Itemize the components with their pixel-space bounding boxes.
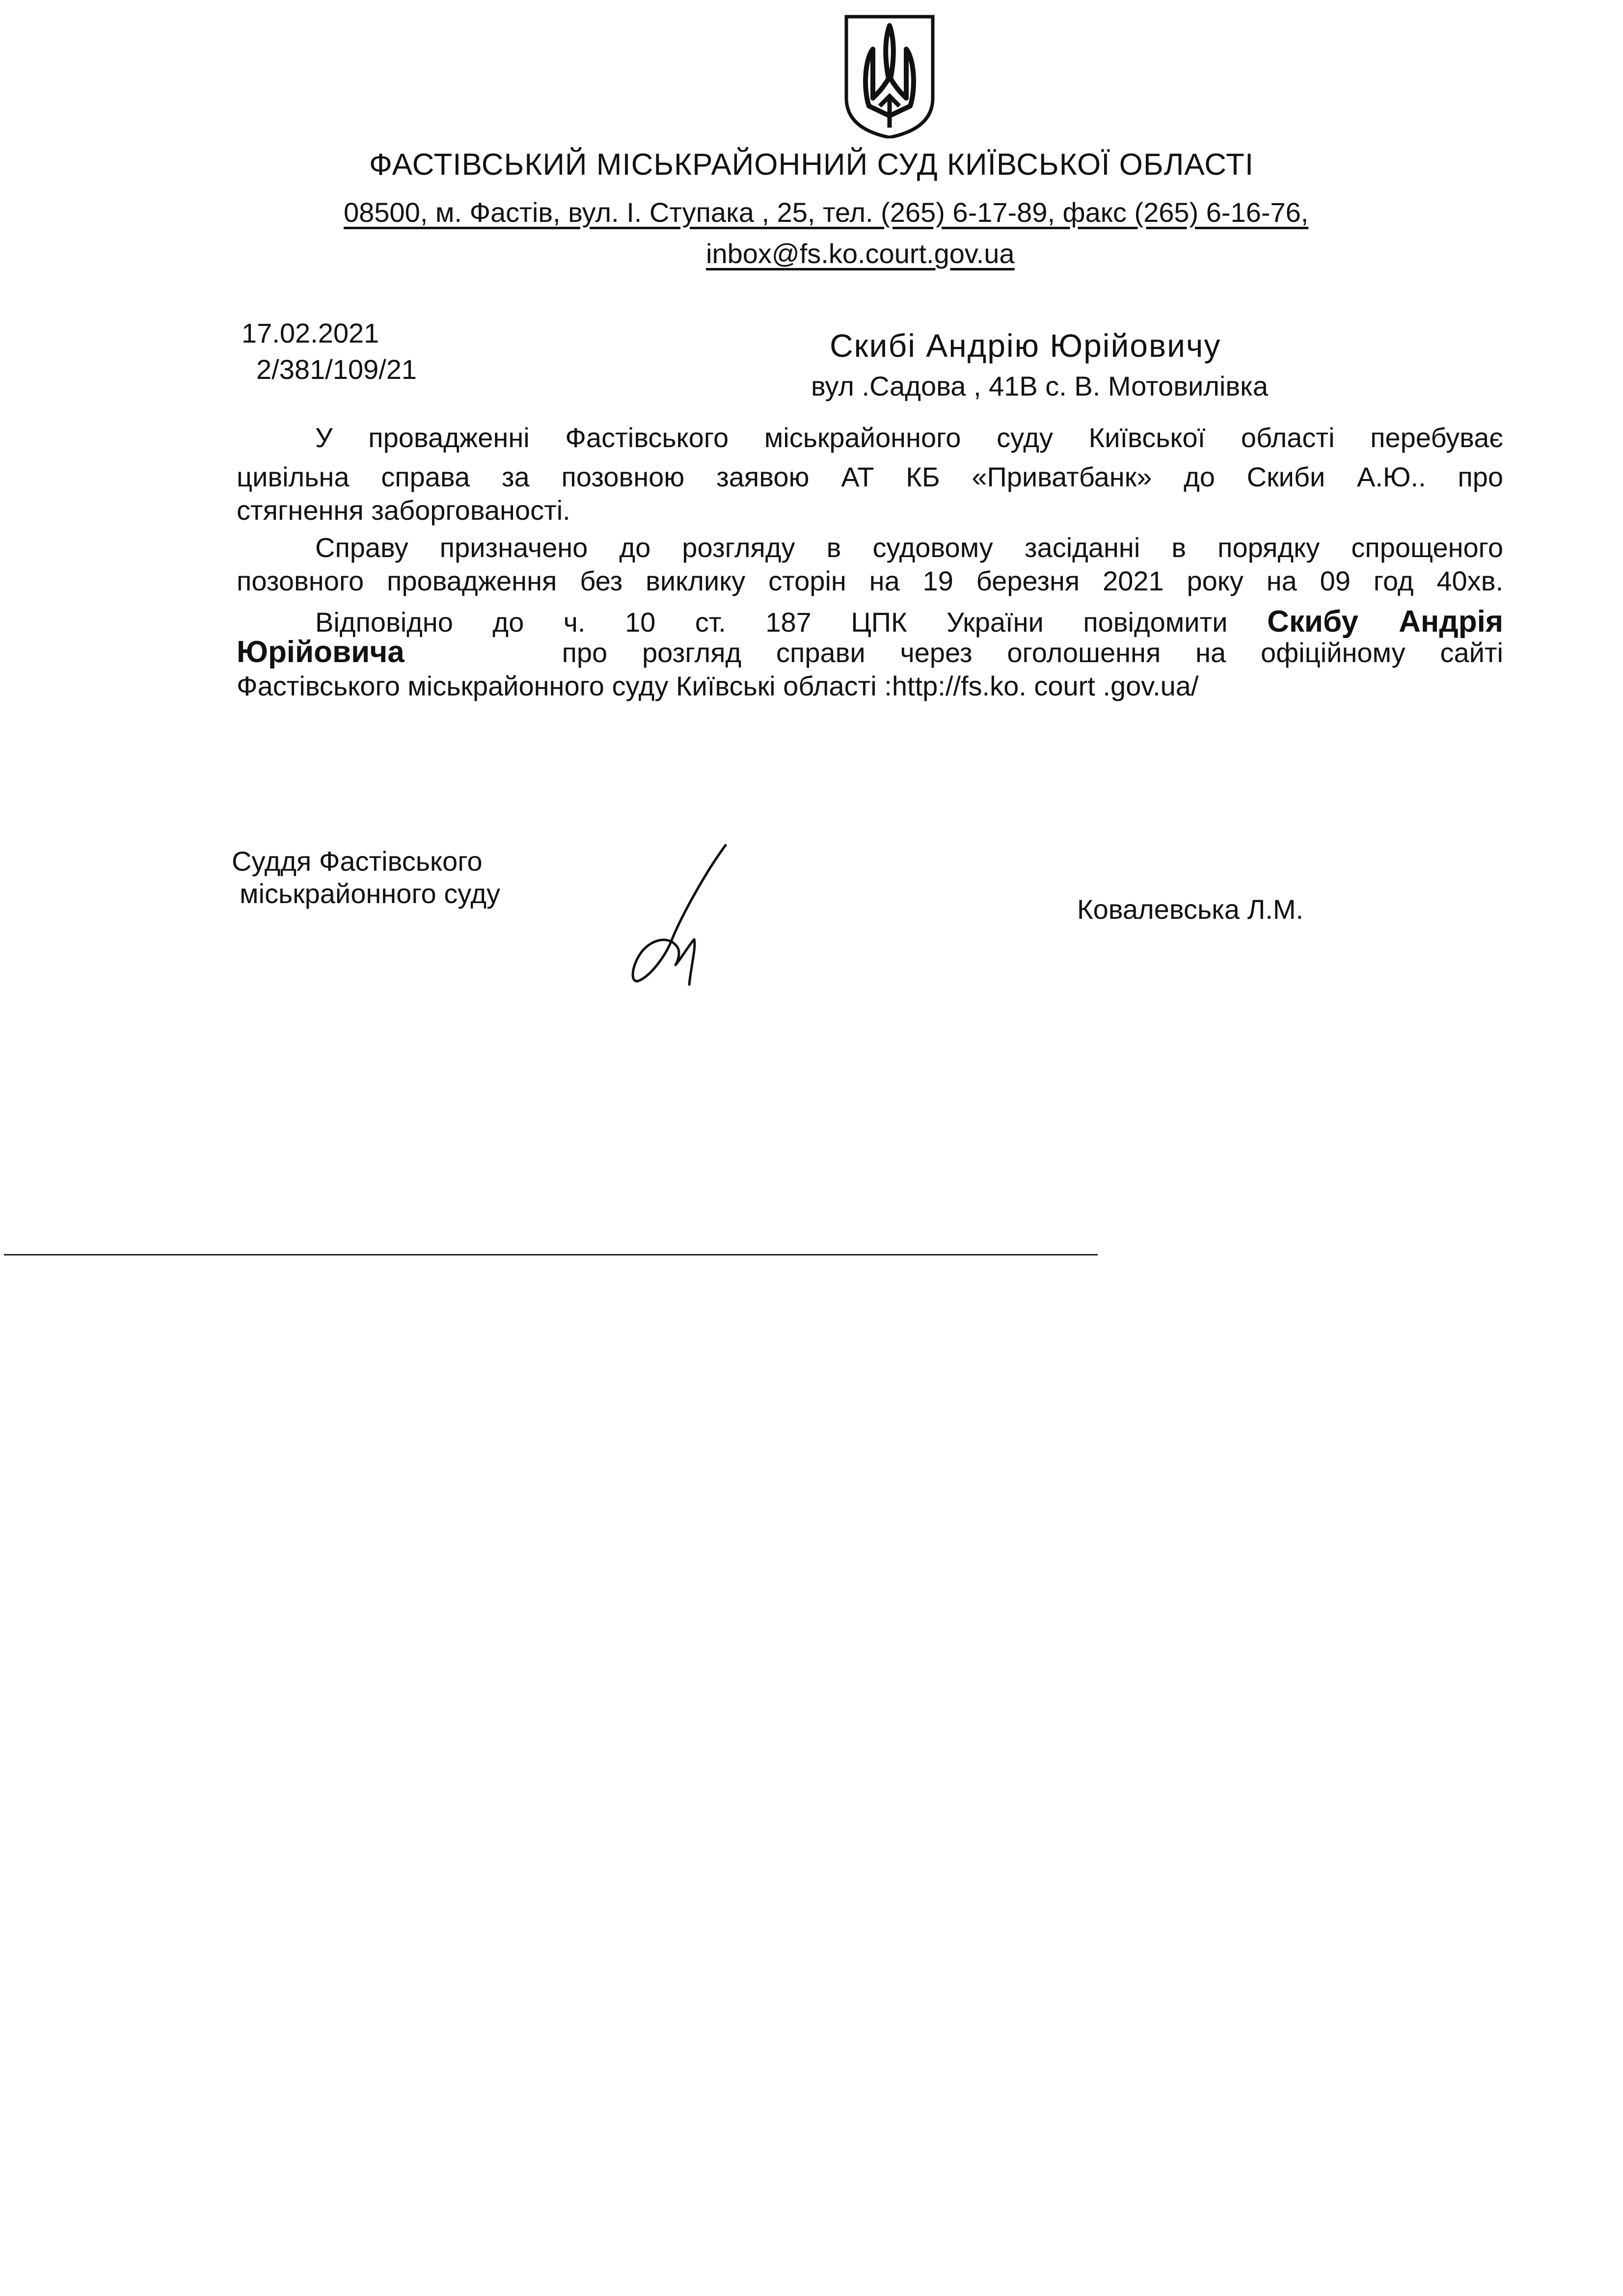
body-line-4: Справу призначено до розгляду в судовому засіданні в порядку спрощеного	[315, 532, 1503, 563]
court-email: inbox@fs.ko.court.gov.ua	[706, 238, 1015, 269]
body-line-6	[237, 607, 1503, 637]
judge-title-line-1: Суддя Фастівського	[232, 846, 483, 877]
coat-of-arms-emblem	[843, 15, 936, 138]
body-line-5: позовного провадження без виклику сторін на 19 березня 2021 року на 09 год 40хв.	[237, 565, 1503, 596]
recipient-address: вул .Садова , 41В с. В. Мотовилівка	[811, 371, 1268, 401]
court-title: ФАСТІВСЬКИЙ МІСЬКРАЙОННИЙ СУД КИЇВСЬКОЇ ОБЛАСТІ	[369, 148, 1254, 182]
defendant-name-part2: Юрійовича	[237, 635, 405, 669]
body-line-7	[237, 637, 1503, 667]
registration-number: 2/381/109/21	[256, 354, 417, 385]
body-line-1: У провадженні Фастівського міськрайонного суду Київської області перебуває	[315, 422, 1503, 453]
body-line-3: стягнення заборгованості.	[237, 495, 570, 526]
body-line-7-text: про розгляд справи через оголошення на офіційному сайті	[562, 637, 1504, 668]
court-address: 08500, м. Фастів, вул. І. Ступака , 25, тел. (265) 6-17-89, факс (265) 6-16-76,	[344, 197, 1309, 228]
judge-name: Ковалевська Л.М.	[1077, 894, 1304, 925]
horizontal-rule	[4, 1254, 1098, 1255]
recipient-name: Скибі Андрію Юрійовичу	[830, 327, 1221, 364]
judge-title-line-2: міськрайонного суду	[240, 878, 501, 909]
body-line-2: цивільна справа за позовною заявою АТ КБ «Приватбанк» до Скиби А.Ю.. про	[237, 461, 1503, 492]
body-line-6-text: Відповідно до ч. 10 ст. 187 ЦПК України повідомити	[315, 607, 1228, 638]
document-date: 17.02.2021	[242, 318, 379, 348]
body-line-8: Фастівського міськрайонного суду Київські області :http://fs.ko. court .gov.ua/	[237, 670, 1199, 701]
handwritten-signature	[622, 842, 740, 989]
defendant-name-part1: Скибу Андрія	[1267, 605, 1503, 639]
